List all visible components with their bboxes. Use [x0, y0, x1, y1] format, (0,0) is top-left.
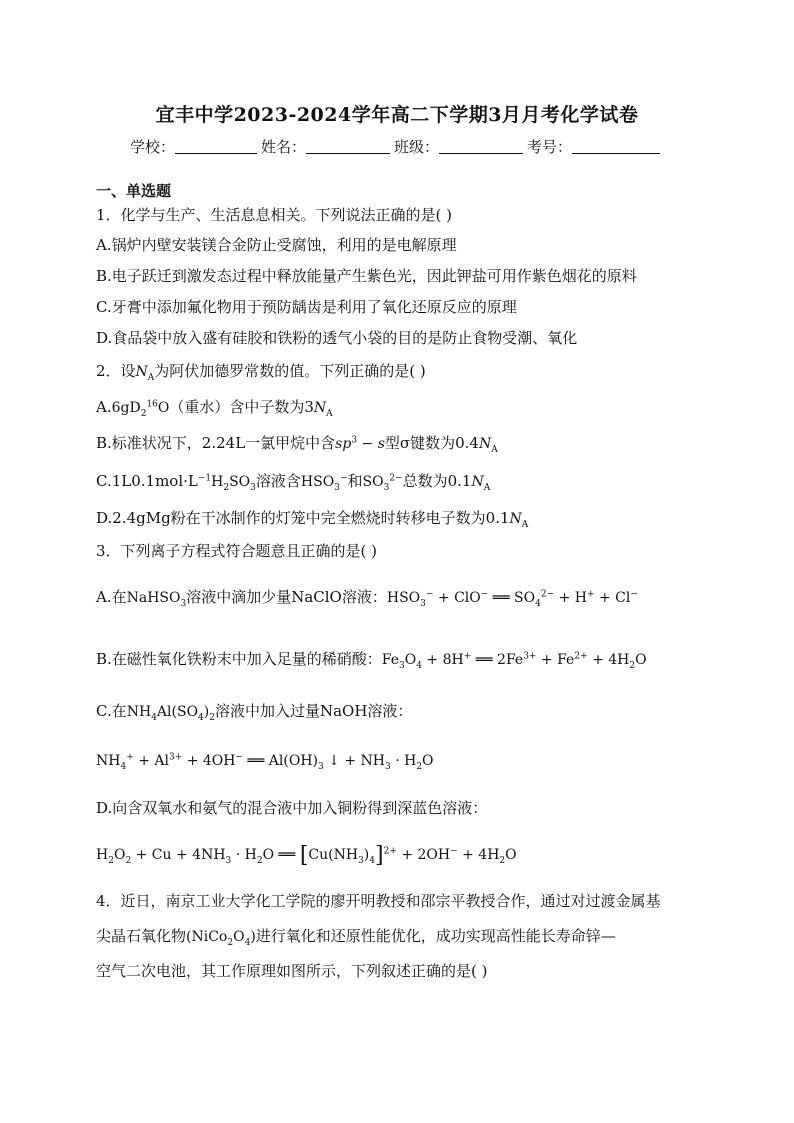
q3-option-c: C.在$NH_4Al(SO_4)_2$溶液中加入过量NaOH溶液： [96, 702, 413, 723]
q1-option-b: B.电子跃迁到激发态过程中释放能量产生紫色光，因此钾盐可用作紫色烟花的原料 [96, 267, 637, 285]
q2-option-b: B.标准状况下，2.24L一氯甲烷中含$sp^3 - s$型σ键数为$0.4N_A$ [96, 434, 498, 455]
q3-option-b: B.在磁性氧化铁粉末中加入足量的稀硝酸：$Fe_3O_4 + 8H^+$ ══ $2Fe^{3+} + Fe^{2+} + 4H_2O$ [96, 650, 647, 671]
school-label: 学校： [129, 138, 175, 156]
q1-option-c: C.牙膏中添加氟化物用于预防龋齿是利用了氧化还原反应的原理 [96, 298, 517, 316]
q2-stem [96, 361, 426, 382]
class-label: 班级： [394, 138, 440, 156]
q2-a-formula: $6gD_2^{16}O$ [111, 399, 170, 419]
q2-b-orbital: $sp^3 - s$ [335, 435, 385, 452]
section-title: 一、单选题 [96, 182, 172, 200]
q1-option-d: D.食品袋中放入盛有硅胶和铁粉的透气小袋的目的是防止食物受潮、氧化 [96, 329, 578, 347]
q4-line-2: 尖晶石氧化物$(NiCo_2O_4)$进行氧化和还原性能优化，成功实现高性能长寿命锌— [96, 927, 616, 948]
q3-c-equation: $NH_4^+ + Al^{3+} + 4OH^-$ ══ $Al(OH)_3$ ↓ + $NH_3 \cdot H_2O$ [96, 752, 434, 772]
q2-option-d: D.2.4gMg粉在干冰制作的灯笼中完全燃烧时转移电子数为$0.1N_A$ [96, 509, 529, 530]
q2-stem-b: 为阿伏加德罗常数的值。下列正确的是( ) [154, 362, 426, 380]
class-blank[interactable] [439, 139, 523, 154]
student-info-line [0, 136, 794, 157]
q4-formula: $(NiCo_2O_4)$ [186, 929, 256, 948]
q2-stem-a: 2．设 [96, 362, 136, 380]
q2-na-symbol: $N_A$ [135, 364, 155, 383]
q3-d-equation: $H_2O_2 + Cu + 4NH_3 \cdot H_2O$ ══ $[Cu(NH_3)_4]^{2+} + 2OH^- + 4H_2O$ [96, 843, 517, 868]
q3-a-equation: $HSO_3^- + ClO^-$ ══ $SO_4^{2-} + H^+ + Cl^-$ [386, 589, 638, 609]
q4-line-3: 空气二次电池，其工作原理如图所示，下列叙述正确的是( ) [96, 962, 488, 980]
q3-b-equation: $Fe_3O_4 + 8H^+$ ══ $2Fe^{3+} + Fe^{2+} + 4H_2O$ [381, 651, 647, 671]
q3-option-d: D.向含双氧水和氨气的混合液中加入铜粉得到深蓝色溶液： [96, 799, 488, 817]
q3-option-a: A.在NaHSO$_3$溶液中滴加少量NaClO溶液：$HSO_3^- + ClO^-$ ══ $SO_4^{2-} + H^+ + Cl^-$ [96, 588, 638, 609]
page-title: 宜丰中学2023-2024学年高二下学期3月月考化学试卷 [155, 104, 639, 126]
school-blank[interactable] [175, 139, 257, 154]
q1-option-a: A.锅炉内壁安装镁合金防止受腐蚀，利用的是电解原理 [96, 236, 457, 254]
q1-stem: 1．化学与生产、生活息息相关。下列说法正确的是( ) [96, 206, 453, 224]
name-blank[interactable] [306, 139, 390, 154]
id-blank[interactable] [572, 139, 660, 154]
name-label: 姓名： [260, 138, 306, 156]
q2-option-c: $C.1L0.1mol\cdot L^{-1}H_2SO_3$溶液含$HSO_3^-$和$SO_3^{2-}$总数为$0.1N_A$ [96, 472, 491, 493]
id-label: 考号： [527, 138, 573, 156]
q2-c-formula: $^{-1}H_2SO_3$ [197, 473, 256, 493]
q4-line-1: 4．近日，南京工业大学化工学院的廖开明教授和邵宗平教授合作，通过对过渡金属基 [96, 892, 661, 910]
q3-stem: 3．下列离子方程式符合题意且正确的是( ) [96, 542, 378, 560]
q2-option-a: $A.6gD_2^{16}O$（重水）含中子数为$3N_A$ [96, 398, 333, 419]
